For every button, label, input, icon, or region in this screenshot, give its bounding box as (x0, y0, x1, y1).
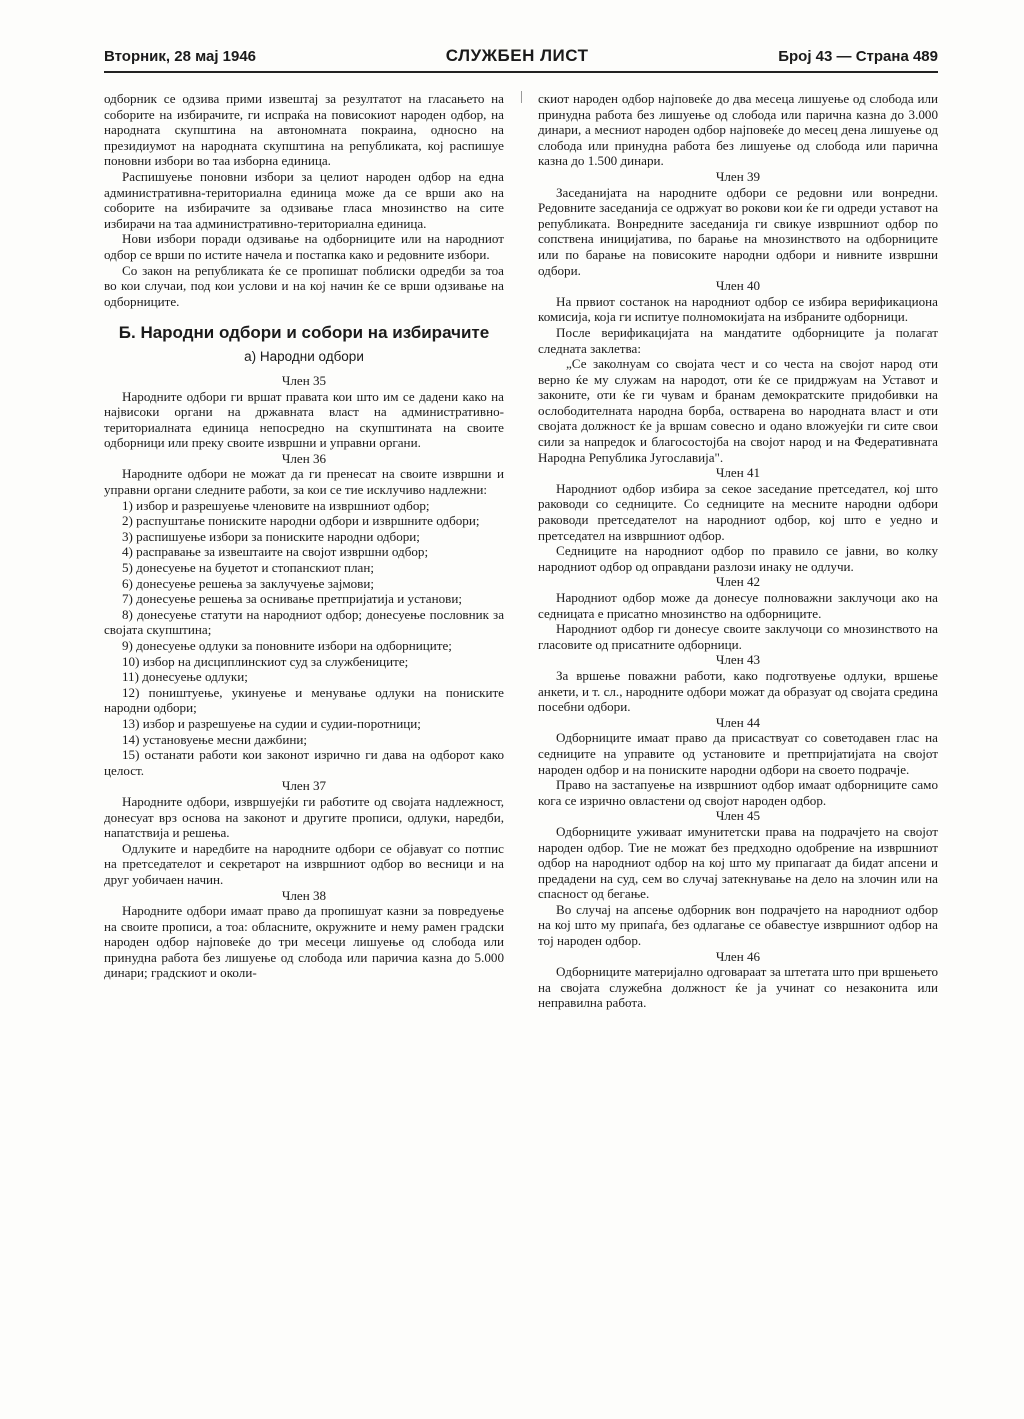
article-38-text: Народните одбори имаат право да пропишуат казни за повредуење на своите прописи, а тоа: обласните, окружните и нему рамен градски народен одбор најповеќе до три месеци лишуење од слобода или принудна работа без лишуење од слобода или паричиа казна до 5.000 динари; градскиот и околи- (104, 903, 504, 981)
header-issue-page: Број 43 — Страна 489 (778, 48, 938, 65)
article-heading-46: Член 46 (715, 948, 761, 964)
list-item: 11) донесуење одлуки; (122, 669, 248, 685)
article-45-paragraph: Во случај на апсење одборник вон подрачјето на народниот одбор на кој што му припаѓа, без одлагање се обавестуе извршниот одбор на тој народен одбор. (538, 901, 938, 949)
article-36-list (104, 498, 504, 779)
list-item: 12) поништуење, укинуење и менување одлуки на пониските народни одбори; (104, 684, 504, 716)
list-item: 8) донесуење статути на народниот одбор; донесуење пословник за својата скупштина; (104, 606, 504, 638)
article-heading-45: Член 45 (715, 808, 761, 824)
article-45-paragraph: Одборниците уживаат имунитетски права на подрачјето на својот народен одбор. Тие не можат без предходно одобрение на извршниот одбор на народниот одбор на кој што му припагаат да бидат апсени и предадени на суд, сем во случај затекнување на дело на злочин или на спасност од бегање. (538, 823, 938, 902)
article-42-paragraph: Народниот одбор може да донесуе полноважни заклучоци ако на седницата е присатно мнозинство на одборниците. (538, 590, 938, 621)
header-publication-title: СЛУЖБЕН ЛИСТ (445, 46, 589, 65)
article-39-text: Заседанијата на народните одбори се редовни или вонредни. Редовните заседанија се одржуат во рокови кои ќе ги одреди уставот на републиката. Вонредните заседанија ги свикуе извршниот одбор по сопствена иницијатива, по барање на мнозинството на одборниците или по барање на повисоките народни одбори и нивните извршни одбори. (538, 184, 938, 278)
paragraph: Распишуење поновни избори за целиот народен одбор на една административна-териториална единица може да се врши ако на соборите на избирачите за одзивање гласа мнозинство на сите избирачи на таа административно-териториална единица. (104, 168, 504, 231)
oath-text: „Се заколнуам со својата чест и со честа на својот народ оти верно ќе му служам на народот, оти ќе се придржуам на Уставот и законите, оти ќе ги чувам и бранам демократските придобивки на ослободителната народна борба, остварена во народната власт и оти својата должност ќе ја вршам совесно и одано вложуејќи ги сите свои сили за напредок и благосостојба на својот народ и на Федеративната Народна Република Југославија". (538, 356, 938, 465)
list-item: 7) донесуење решења за оснивање претпријатија и установи; (122, 591, 462, 607)
article-heading-36: Член 36 (281, 450, 327, 466)
article-heading-39: Член 39 (715, 168, 761, 184)
article-37-paragraph: Одлуките и наредбите на народните одбори се објавуат со потпис на претседателот и секретарот на извршниот одбор во весници и на друг уобичаен начин. (104, 840, 504, 887)
list-item: 10) избор на дисциплинскиот суд за службениците; (122, 653, 409, 669)
article-36-intro: Народните одбори не можат да ги пренесат на своите извршни и управни органи следните работи, за кои се тие исклучиво надлежни: (104, 466, 504, 498)
article-heading-42: Член 42 (715, 574, 761, 590)
list-item: 1) избор и разрешуење членовите на извршниот одбор; (122, 497, 430, 513)
list-item: 13) избор и разрешуење на судии и судии-поротници; (122, 715, 421, 731)
section-title: Б. Народни одбори и собори на избирачите (118, 323, 490, 343)
article-42-paragraph: Народниот одбор ги донесуе своите заклучоци со мнозинството на гласовите од присатните одборници. (538, 621, 938, 652)
right-column (538, 91, 938, 1011)
article-44-paragraph: Одборниците имаат право да присаствуат со советодавен глас на седниците на управите од установите и претпријатијата на својот народен одбор и на пониските народни одбори на своето подрачје. (538, 730, 938, 777)
list-item: 9) донесуење одлуки за поновните избори на одборниците; (122, 638, 452, 653)
page-header (104, 46, 938, 73)
article-46-text: Одборниците материјално одговараат за штетата што при вршењето на својата служебна должност ќе ја учинат со незаконита или неправилна работа. (538, 964, 938, 1011)
article-heading-40: Член 40 (715, 278, 761, 294)
text-columns (104, 91, 938, 1011)
article-heading-44: Член 44 (715, 714, 761, 730)
list-item: 4) расправање за извештаите на својот извршни одбор; (122, 544, 429, 560)
article-43-text: За вршење поважни работи, како подготвуење одлуки, вршење анкети, и т. сл., народните одбори можат да образуат од својата средина посебни одбори. (538, 667, 938, 715)
column-divider (521, 91, 522, 103)
list-item: 6) донесуење решења за заклучуење зајмови; (122, 575, 375, 591)
article-41-paragraph: Народниот одбор избира за секое заседание претседател, кој што раководи со седниците. Со седниците на месните народни одбори раководи претседателот на народниот одбор, кој што е уедно и претседател на извршниот одбор. (538, 480, 938, 543)
article-heading-38: Член 38 (281, 887, 327, 903)
article-heading-43: Член 43 (715, 652, 761, 668)
article-41-paragraph: Седниците на народниот одбор по правило се јавни, во колку народниот одбор од оправдани разлози инаку не одлучи. (538, 543, 938, 574)
article-heading-37: Член 37 (281, 778, 327, 794)
paragraph: одборник се одзива прими извештај за резултатот на гласањето на соборите на избирачите, ги испраќа на повисокиот народен одбор, на народната скупштина на автономната покраина, односно на президиумот на народната скупштина на републиката, кој распишуе поновни избори во таа изборна единица. (104, 91, 504, 169)
list-item: 3) распишуење избори за пониските народни одбори; (122, 528, 420, 544)
paragraph: Нови избори поради одзивање на одборниците или на народниот одбор се врши по истите начела и постапка како и редовните избори. (104, 231, 504, 262)
list-item: 5) донесуење на буџетот и стопанскиот план; (122, 560, 375, 576)
article-heading-35: Член 35 (281, 372, 327, 388)
article-40-paragraph: После верификацијата на мандатите одборниците ја полагат следната заклетва: (538, 324, 938, 356)
header-date: Вторник, 28 мај 1946 (104, 48, 257, 65)
article-40-paragraph: На првиот состанок на народниот одбор се избира верификациона комисија, која ги испитуе полномокијата на избраните одборници. (538, 293, 938, 325)
paragraph: Со закон на републиката ќе се пропишат поблиски одредби за тоа во кои случаи, под кои услови и на кој начин ќе се врши одзивање на одборниците. (104, 262, 504, 309)
list-item: 15) останати работи кои законот изрично ги дава на одборот како целост. (104, 747, 504, 778)
article-35-text: Народните одбори ги вршат правата кои што им се дадени како на највисоки органи на државната власт на административно-териториалната единица непосредно на скупштината на своите одборници или преку своите извршни и управни органи. (104, 388, 504, 451)
list-item: 14) установуење месни дажбини; (122, 731, 308, 747)
subsection-title: а) Народни одбори (244, 349, 364, 365)
article-heading-41: Член 41 (715, 465, 761, 481)
list-item: 2) распуштање пониските народни одбори и извршните одбори; (122, 513, 480, 529)
oath-block (538, 356, 938, 465)
article-37-paragraph: Народните одбори, извршуејќи ги работите од својата надлежност, донесуат врз основа на законот и другите прописи, одлуки, наредби, напатствија и решења. (104, 793, 504, 841)
article-44-paragraph: Право на застапуење на извршниот одбор имаат одборниците само кога се изрично овластени од својот народен одбор. (538, 777, 938, 808)
left-column (104, 91, 504, 1011)
paragraph: скиот народен одбор најповеќе до два месеца лишуење од слобода или принудна работа без лишуење од слобода или парична казна до 3.000 динари, а месниот народен одбор најповеќе до месец дена лишуење од слобода или принудна работа без лишуење од слобода или парична казна до 1.500 динари. (538, 91, 938, 169)
